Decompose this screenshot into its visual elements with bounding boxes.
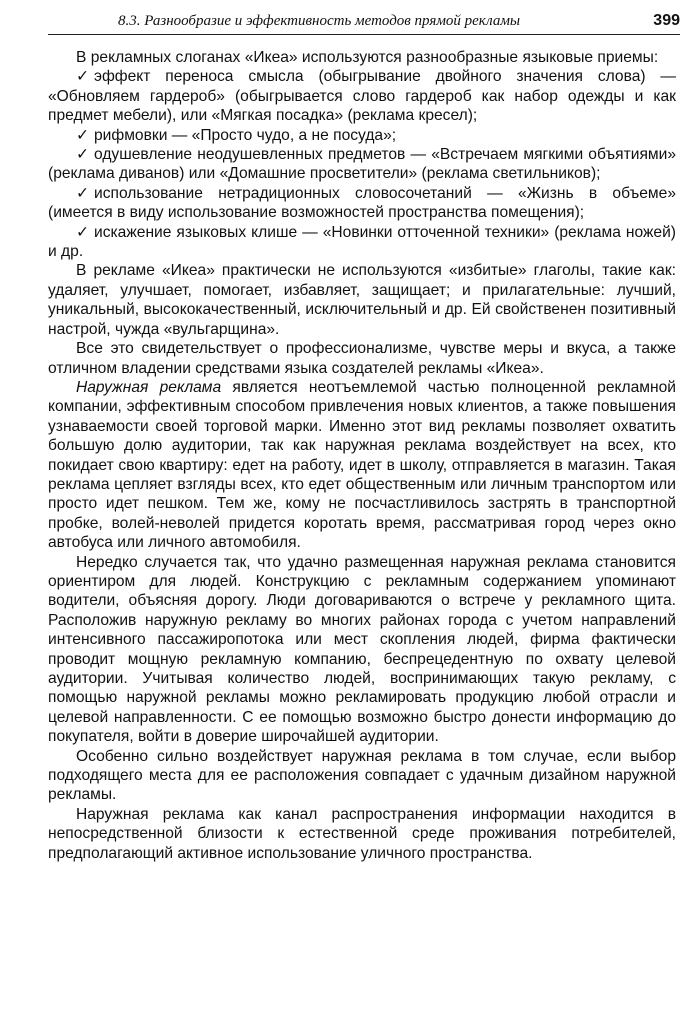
check-icon: ✓ [76, 223, 90, 241]
list-item [48, 223, 676, 262]
list-item-text: использование нетрадиционных словосочетаний — «Жизнь в объеме» (имеется в виду использование возможностей пространства помещения); [48, 184, 676, 222]
list-item [48, 145, 676, 184]
body-text [48, 48, 676, 863]
paragraph-professionalism: Все это свидетельствует о профессионализме, чувстве меры и вкуса, а также отличном владении средствами языка создателей рекламы «Икеа». [48, 340, 676, 377]
paragraph-outdoor-intro [48, 378, 676, 553]
check-icon: ✓ [76, 126, 90, 144]
list-item [48, 184, 676, 223]
list-item-text: рифмовки — «Просто чудо, а не посуда»; [94, 126, 397, 144]
list-item [48, 126, 676, 145]
check-icon: ✓ [76, 184, 90, 202]
list-item-text: одушевление неодушевленных предметов — «Встречаем мягкими объятиями» (реклама диванов) или «Домашние просветители» (реклама светильников); [48, 146, 676, 183]
running-title: 8.3. Разнообразие и эффективность методов прямой рекламы [118, 13, 521, 29]
list-item-text: искажение языковых клише — «Новинки отточенной техники» (реклама ножей) и др. [48, 223, 676, 261]
paragraph-outdoor-text: является неотъемлемой частью полноценной рекламной компании, эффективным способом привлечения новых клиентов, а также повышения узнаваемости своей торговой марки. Именно этот вид рекламы позволяет охватить большую долю аудитории, так как наружная реклама воздействует на всех, кто покидает свою квартиру: едет на работу, идет в школу, отправляется в магазин. Такая реклама цепляет взгляды всех, кто едет общественным или личным транспортом или просто идет пешком. Тем же, кому не посчастливилось застрять в транспортной пробке, волей-неволей придется коротать время, рассматривая город через окно автобуса или личного автомобиля. [48, 378, 676, 552]
list-item-text: эффект переноса смысла (обыгрывание двойного значения слова) — «Обновляем гардероб» (обыгрывается слово гардероб как набор одежды и как предмет мебели), или «Мягкая посадка» (реклама кресел); [48, 68, 676, 125]
running-header [48, 4, 680, 35]
page-number: 399 [653, 12, 680, 29]
list-item [48, 67, 676, 125]
paragraph-placement: Особенно сильно воздействует наружная реклама в том случае, если выбор подходящего места для ее расположения совпадает с удачным дизайном наружной рекламы. [48, 747, 676, 804]
paragraph-verbs: В рекламе «Икеа» практически не используются «избитые» глаголы, такие как: удаляет, улучшает, помогает, избавляет, защищает; и прилагательные: лучший, уникальный, высококачественный, исключительный и др. Ей свойственен позитивный настрой, чужда «вульгарщина». [48, 262, 676, 338]
paragraph-channel: Наружная реклама как канал распространения информации находится в непосредственной близости к естественной среде проживания потребителей, предполагающий активное использование уличного пространства. [48, 805, 676, 862]
intro-paragraph: В рекламных слоганах «Икеа» используются разнообразные языковые приемы: [76, 49, 659, 66]
paragraph-landmark: Нередко случается так, что удачно размещенная наружная реклама становится ориентиром для людей. Конструкцию с рекламным содержанием упоминают водители, объясняя дорогу. Люди договариваются о встрече у рекламного щита. Расположив наружную рекламу во многих районах города с учетом направлений интенсивного пассажиропотока или мест скопления людей, фирма фактически проводит мощную рекламную компанию, беспрецедентную по охвату целевой аудитории. Учитывая количество людей, воспринимающих такую рекламу, с помощью наружной рекламы можно рекламировать продукцию любой отрасли и целевой направленности. С ее помощью возможно быстро донести информацию до покупателя, войти в доверие широчайшей аудитории. [48, 553, 676, 746]
check-icon: ✓ [76, 68, 90, 86]
term-outdoor-advertising: Наружная реклама [76, 378, 222, 396]
check-icon: ✓ [76, 146, 90, 164]
